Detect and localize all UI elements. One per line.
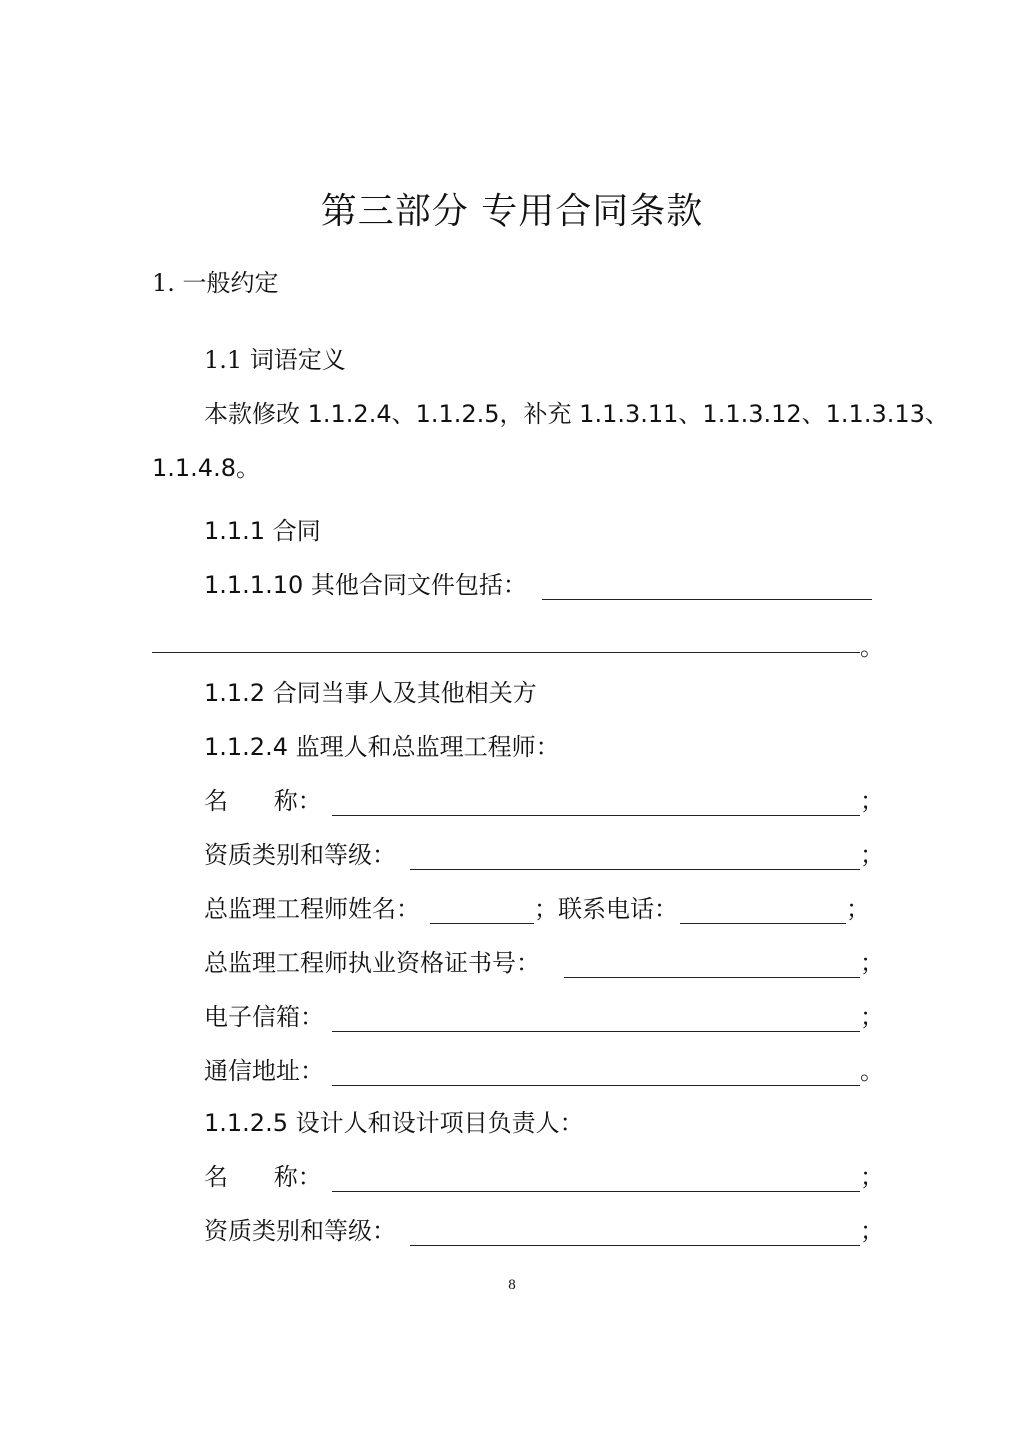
semicolon-mark: ； [860, 841, 884, 869]
semicolon-mark: ； [860, 1217, 884, 1245]
designer-name-label: 名 称： [204, 1163, 322, 1191]
certificate-number-label: 总监理工程师执业资格证书号： [204, 949, 540, 977]
semicolon-mark: ； [860, 1003, 884, 1031]
paragraph-line-1: 本款修改 1.1.2.4、1.1.2.5，补充 1.1.3.11、1.1.3.12、1.1.3.13、 [204, 400, 949, 428]
section-label: 一般约定 [182, 269, 279, 297]
designer-qualification-field[interactable] [410, 1245, 860, 1246]
other-docs-field-2[interactable] [152, 652, 860, 653]
period-mark: 。 [860, 633, 884, 661]
phone-label: ；联系电话： [534, 895, 678, 923]
semicolon-mark: ； [860, 1163, 884, 1191]
supervisor-name-label: 名 称： [204, 787, 322, 815]
other-docs-field-1[interactable] [542, 599, 872, 600]
designer-name-field[interactable] [332, 1191, 860, 1192]
subsection-label: 词语定义 [249, 346, 346, 374]
email-field[interactable] [332, 1031, 860, 1032]
heading-1-1-1: 1.1.1 合同 [204, 517, 321, 545]
email-label: 电子信箱： [204, 1003, 324, 1031]
paragraph-line-2: 1.1.4.8。 [152, 454, 260, 482]
semicolon-mark: ； [860, 787, 884, 815]
heading-1-1-2: 1.1.2 合同当事人及其他相关方 [204, 679, 537, 707]
section-heading-1 [152, 267, 279, 299]
semicolon-mark: ； [860, 949, 884, 977]
heading-1-1-1-10: 1.1.1.10 其他合同文件包括： [204, 571, 527, 599]
address-label: 通信地址： [204, 1057, 324, 1085]
address-field[interactable] [332, 1085, 860, 1086]
subsection-heading-1-1 [204, 344, 346, 376]
phone-field[interactable] [680, 923, 846, 924]
section-number: 1. [152, 269, 175, 297]
supervisor-qualification-field[interactable] [410, 869, 860, 870]
chief-engineer-name-label: 总监理工程师姓名： [204, 895, 420, 923]
designer-qualification-label: 资质类别和等级： [204, 1217, 396, 1245]
period-mark: 。 [860, 1057, 884, 1085]
chief-engineer-name-field[interactable] [430, 923, 534, 924]
page-title: 第三部分 专用合同条款 [320, 191, 704, 232]
semicolon-mark: ； [846, 895, 870, 923]
supervisor-qualification-label: 资质类别和等级： [204, 841, 396, 869]
heading-1-1-2-4: 1.1.2.4 监理人和总监理工程师： [204, 733, 560, 761]
supervisor-name-field[interactable] [332, 815, 860, 816]
subsection-number: 1.1 [204, 346, 243, 374]
heading-1-1-2-5: 1.1.2.5 设计人和设计项目负责人： [204, 1109, 584, 1137]
certificate-number-field[interactable] [564, 977, 860, 978]
page-number: 8 [508, 1277, 516, 1293]
